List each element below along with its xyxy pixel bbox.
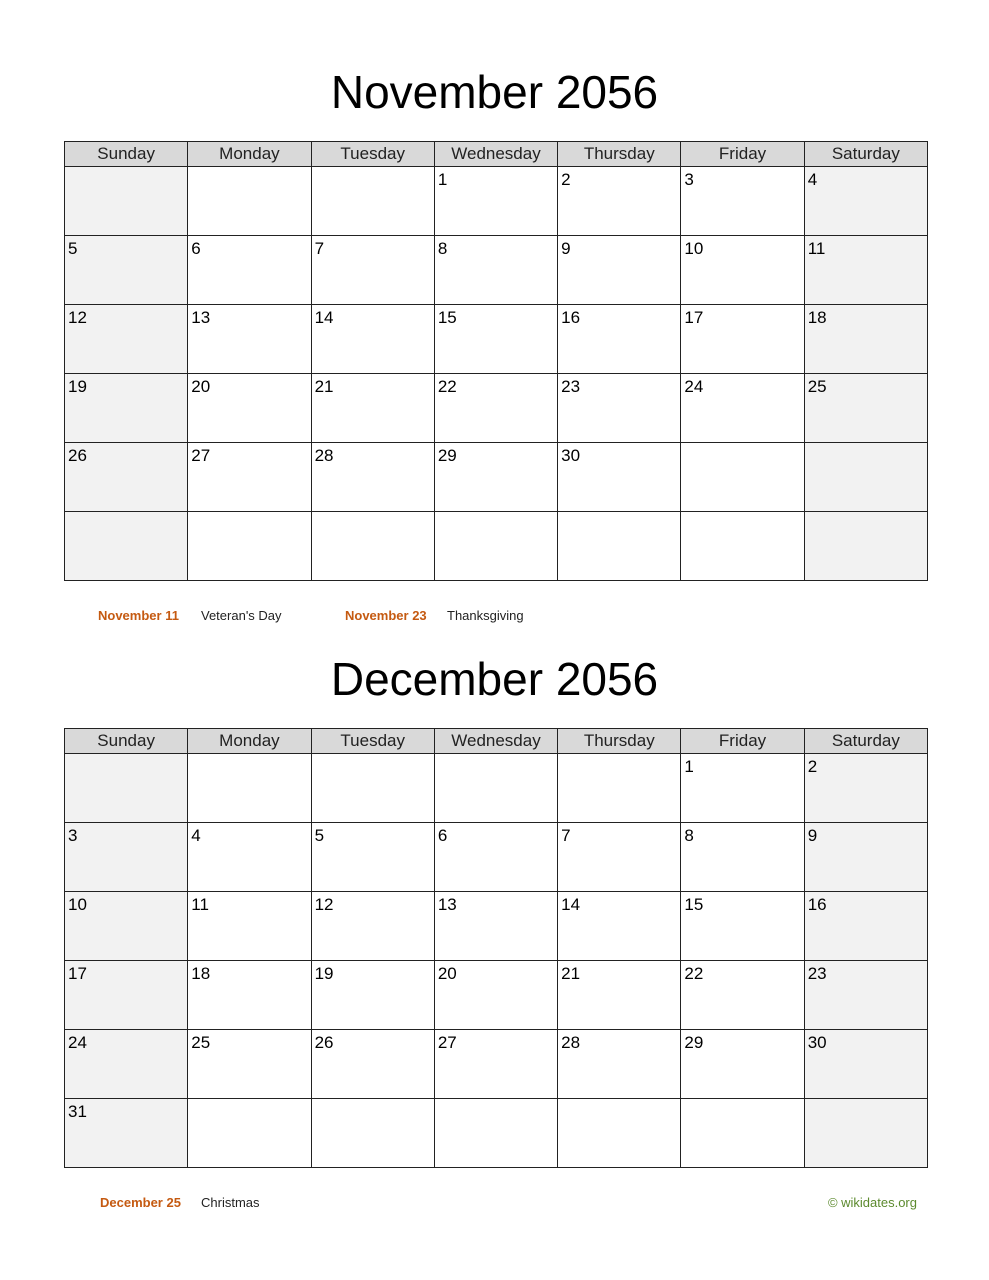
day-number: 1 [437, 170, 448, 189]
day-number [312, 754, 434, 757]
day-number: 27 [191, 446, 211, 465]
day-number: 24 [68, 1033, 87, 1052]
day-cell [558, 961, 681, 1030]
day-number: 25 [191, 1033, 211, 1052]
day-cell [188, 892, 311, 961]
day-cell [311, 754, 434, 823]
day-number [312, 167, 434, 170]
weekday-header: Tuesday [311, 142, 434, 167]
day-number [188, 512, 310, 515]
day-number [681, 512, 803, 515]
day-number: 6 [191, 239, 201, 258]
week-row [65, 892, 928, 961]
november-holidays [0, 606, 989, 626]
day-number: 8 [684, 826, 694, 845]
day-cell [188, 305, 311, 374]
day-number [188, 167, 310, 170]
day-number [312, 1099, 434, 1102]
day-cell [434, 305, 557, 374]
weekday-header: Wednesday [434, 142, 557, 167]
day-cell [804, 236, 927, 305]
day-number: 9 [807, 826, 818, 845]
day-number: 27 [437, 1033, 457, 1052]
day-number [65, 754, 187, 757]
week-row [65, 1099, 928, 1168]
week-row [65, 236, 928, 305]
day-number: 8 [437, 239, 448, 258]
day-number: 29 [684, 1033, 704, 1052]
day-number: 12 [314, 895, 334, 914]
day-number: 12 [68, 308, 87, 327]
day-number [558, 1099, 680, 1102]
day-number: 7 [561, 826, 571, 845]
day-cell [311, 961, 434, 1030]
day-number [435, 512, 557, 515]
december-weeks [65, 754, 928, 1168]
day-cell [558, 1030, 681, 1099]
day-cell [65, 961, 188, 1030]
day-cell [681, 754, 804, 823]
day-cell [804, 443, 927, 512]
day-cell [434, 1099, 557, 1168]
day-cell [311, 305, 434, 374]
weekday-header: Sunday [65, 729, 188, 754]
day-cell [188, 823, 311, 892]
day-number: 15 [437, 308, 457, 327]
day-cell [434, 512, 557, 581]
day-number: 18 [807, 308, 827, 327]
weekday-header: Thursday [558, 142, 681, 167]
day-cell [311, 443, 434, 512]
day-cell [65, 892, 188, 961]
weekday-header: Sunday [65, 142, 188, 167]
day-cell [65, 512, 188, 581]
day-number: 4 [807, 170, 818, 189]
day-cell [804, 754, 927, 823]
day-cell [188, 961, 311, 1030]
day-cell [434, 823, 557, 892]
day-cell [558, 236, 681, 305]
day-cell [311, 823, 434, 892]
december-calendar-grid [64, 728, 928, 1168]
day-number [558, 754, 680, 757]
day-cell [681, 374, 804, 443]
day-cell [311, 167, 434, 236]
day-cell [804, 961, 927, 1030]
day-number: 19 [314, 964, 334, 983]
day-cell [434, 374, 557, 443]
day-cell [311, 512, 434, 581]
day-number [435, 754, 557, 757]
day-cell [681, 1099, 804, 1168]
day-cell [681, 167, 804, 236]
day-cell [558, 823, 681, 892]
site-credit: © wikidates.org [827, 1195, 917, 1210]
day-number: 30 [807, 1033, 827, 1052]
day-cell [681, 512, 804, 581]
day-number: 16 [807, 895, 827, 914]
day-number: 29 [437, 446, 457, 465]
holiday-name: Christmas [201, 1195, 260, 1210]
day-cell [311, 1030, 434, 1099]
day-number: 15 [684, 895, 704, 914]
day-cell [804, 1099, 927, 1168]
day-number [805, 512, 927, 515]
day-cell [434, 754, 557, 823]
holiday-name: Thanksgiving [447, 608, 524, 623]
weekday-header: Thursday [558, 729, 681, 754]
day-cell [65, 305, 188, 374]
day-cell [311, 236, 434, 305]
day-number: 26 [68, 446, 87, 465]
weekday-header: Friday [681, 142, 804, 167]
day-cell [434, 236, 557, 305]
day-number: 24 [684, 377, 704, 396]
day-cell [65, 167, 188, 236]
day-cell [558, 374, 681, 443]
holiday-date: December 25 [100, 1195, 181, 1210]
day-cell [311, 892, 434, 961]
day-cell [188, 512, 311, 581]
day-cell [558, 167, 681, 236]
day-number: 7 [314, 239, 325, 258]
week-row [65, 823, 928, 892]
day-cell [681, 961, 804, 1030]
day-number: 5 [314, 826, 325, 845]
day-cell [558, 443, 681, 512]
week-row [65, 443, 928, 512]
day-cell [558, 512, 681, 581]
day-number: 2 [561, 170, 571, 189]
weekday-header: Saturday [804, 142, 927, 167]
day-cell [434, 443, 557, 512]
day-number [188, 754, 310, 757]
day-number: 14 [314, 308, 334, 327]
day-cell [681, 1030, 804, 1099]
holiday-date: November 23 [345, 608, 427, 623]
day-number: 13 [437, 895, 457, 914]
week-row [65, 374, 928, 443]
day-cell [188, 374, 311, 443]
november-title: November 2056 [330, 66, 659, 118]
weekday-header: Tuesday [311, 729, 434, 754]
day-number: 21 [561, 964, 581, 983]
day-number [312, 512, 434, 515]
day-cell [681, 236, 804, 305]
holiday-name: Veteran's Day [201, 608, 282, 623]
day-number: 5 [68, 239, 78, 258]
week-row [65, 512, 928, 581]
week-row [65, 305, 928, 374]
day-number: 17 [68, 964, 87, 983]
day-cell [804, 892, 927, 961]
day-cell [188, 236, 311, 305]
day-cell [188, 1099, 311, 1168]
day-cell [804, 167, 927, 236]
day-cell [65, 1030, 188, 1099]
weekday-header: Monday [188, 729, 311, 754]
day-number [805, 1099, 927, 1102]
day-number: 22 [437, 377, 457, 396]
day-number [435, 1099, 557, 1102]
day-cell [681, 823, 804, 892]
day-number [681, 443, 803, 446]
day-cell [434, 167, 557, 236]
day-number: 28 [314, 446, 334, 465]
day-cell [65, 443, 188, 512]
day-number: 28 [561, 1033, 581, 1052]
day-cell [188, 443, 311, 512]
december-title: December 2056 [330, 653, 659, 705]
day-number: 3 [684, 170, 694, 189]
day-cell [188, 1030, 311, 1099]
day-cell [804, 374, 927, 443]
day-number [65, 512, 187, 515]
day-cell [65, 754, 188, 823]
day-cell [804, 1030, 927, 1099]
november-weeks [65, 167, 928, 581]
day-cell [65, 236, 188, 305]
day-number: 10 [68, 895, 87, 914]
november-calendar-grid [64, 141, 928, 581]
day-number: 20 [437, 964, 457, 983]
day-number: 1 [684, 757, 694, 776]
day-number: 25 [807, 377, 827, 396]
day-number: 14 [561, 895, 581, 914]
day-number: 19 [68, 377, 87, 396]
weekday-header: Wednesday [434, 729, 557, 754]
day-number: 11 [807, 239, 826, 258]
day-cell [65, 374, 188, 443]
week-row [65, 167, 928, 236]
day-cell [188, 754, 311, 823]
day-number: 16 [561, 308, 581, 327]
week-row [65, 754, 928, 823]
day-cell [804, 305, 927, 374]
day-cell [311, 1099, 434, 1168]
day-number: 23 [807, 964, 827, 983]
day-cell [804, 823, 927, 892]
day-number: 2 [807, 757, 818, 776]
day-number: 9 [561, 239, 571, 258]
week-row [65, 1030, 928, 1099]
day-cell [558, 754, 681, 823]
day-number [805, 443, 927, 446]
day-number: 10 [684, 239, 704, 258]
day-number: 21 [314, 377, 334, 396]
day-number: 23 [561, 377, 581, 396]
day-number: 20 [191, 377, 211, 396]
day-cell [804, 512, 927, 581]
day-number: 31 [68, 1102, 87, 1121]
day-cell [558, 305, 681, 374]
day-number: 30 [561, 446, 581, 465]
december-weekday-header [65, 729, 928, 754]
day-number: 13 [191, 308, 211, 327]
day-cell [681, 892, 804, 961]
day-number: 11 [191, 895, 209, 914]
day-number [188, 1099, 310, 1102]
november-weekday-header [65, 142, 928, 167]
day-cell [681, 305, 804, 374]
weekday-header: Monday [188, 142, 311, 167]
day-cell [434, 961, 557, 1030]
day-number: 22 [684, 964, 704, 983]
day-cell [681, 443, 804, 512]
day-number [681, 1099, 803, 1102]
week-row [65, 961, 928, 1030]
day-number [65, 167, 187, 170]
day-number: 26 [314, 1033, 334, 1052]
day-number [558, 512, 680, 515]
day-number: 3 [68, 826, 78, 845]
day-cell [558, 1099, 681, 1168]
day-number: 18 [191, 964, 211, 983]
day-cell [311, 374, 434, 443]
weekday-header: Friday [681, 729, 804, 754]
day-number: 6 [437, 826, 448, 845]
holiday-date: November 11 [98, 608, 179, 623]
day-cell [434, 1030, 557, 1099]
day-cell [188, 167, 311, 236]
day-number: 4 [191, 826, 201, 845]
day-number: 17 [684, 308, 704, 327]
day-cell [65, 1099, 188, 1168]
day-cell [65, 823, 188, 892]
day-cell [434, 892, 557, 961]
weekday-header: Saturday [804, 729, 927, 754]
day-cell [558, 892, 681, 961]
